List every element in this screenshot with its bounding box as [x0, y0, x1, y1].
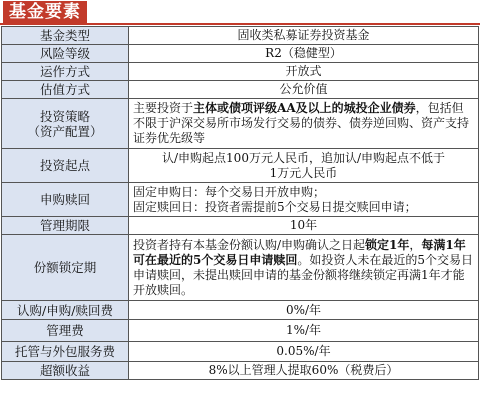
- lockup-text-highlight2: 每满1年可在最近的5个交易日申请赎回: [133, 237, 466, 267]
- strategy-text-a: 主要投资于: [133, 101, 194, 115]
- min-investment-value: [129, 149, 479, 183]
- fund-type-value: 固收类私募证券投资基金: [129, 27, 479, 45]
- strategy-label: [2, 99, 129, 149]
- table-row: [2, 81, 479, 99]
- mgmt-fee-value: 1%/年: [129, 320, 479, 342]
- table-row: [2, 27, 479, 45]
- table-row: [2, 217, 479, 235]
- min-investment-line1: 认/申购起点100万元人民币，追加认/申购起点不低于: [162, 150, 445, 165]
- custody-fee-label: 托管与外包服务费: [2, 342, 129, 362]
- strategy-label-line1: 投资策略: [39, 108, 90, 124]
- section-title: 基金要素: [3, 1, 87, 23]
- fund-elements-table: [1, 26, 479, 380]
- fees-label: 认购/申购/赎回费: [2, 301, 129, 320]
- strategy-value: [129, 99, 479, 149]
- table-row: [2, 45, 479, 63]
- lockup-text-e: 。如投资人未在最近的5个交易日申请赎回，未提出赎回申请的基金份额将继续锁定再满1年才能开放赎回。: [133, 252, 473, 297]
- fees-value: 0%/年: [129, 301, 479, 320]
- table-row: [2, 63, 479, 81]
- strategy-text-highlight: 主体或债项评级AA及以上的城投企业债券: [193, 101, 416, 115]
- lockup-label: 份额锁定期: [2, 235, 129, 301]
- duration-label: 管理期限: [2, 217, 129, 235]
- strategy-label-line2: （资产配置）: [27, 123, 103, 139]
- table-row: [2, 342, 479, 362]
- lockup-value: [129, 235, 479, 301]
- duration-value: 10年: [129, 217, 479, 235]
- table-row: [2, 362, 479, 380]
- valuation-label: 估值方式: [2, 81, 129, 99]
- header-rule: [0, 23, 480, 25]
- custody-fee-value: 0.05%/年: [129, 342, 479, 362]
- risk-level-value: R2（稳健型）: [129, 45, 479, 63]
- section-header: [0, 0, 480, 24]
- risk-level-label: 风险等级: [2, 45, 129, 63]
- subscription-value: [129, 183, 479, 217]
- table-row: [2, 235, 479, 301]
- subscription-line1: 固定申购日：每个交易日开放申购；: [133, 184, 326, 199]
- excess-return-label: 超额收益: [2, 362, 129, 380]
- excess-return-value: 8%以上管理人提取60%（税费后）: [129, 362, 479, 380]
- operation-label: 运作方式: [2, 63, 129, 81]
- subscription-line2: 固定赎回日：投资者需提前5个交易日提交赎回申请；: [133, 199, 417, 214]
- min-investment-label: 投资起点: [2, 149, 129, 183]
- table-row: [2, 183, 479, 217]
- table-row: [2, 149, 479, 183]
- subscription-label: 申购赎回: [2, 183, 129, 217]
- operation-value: 开放式: [129, 63, 479, 81]
- mgmt-fee-label: 管理费: [2, 320, 129, 342]
- table-row: [2, 301, 479, 320]
- strategy-text-c: ，包括但不限于沪深交易所市场发行交易的债券、债券逆回购、资产支持证券优先级等: [133, 101, 470, 145]
- valuation-value: 公允价值: [129, 81, 479, 99]
- lockup-text-c: ，: [409, 237, 422, 252]
- table-row: [2, 99, 479, 149]
- lockup-text-highlight1: 锁定1年: [365, 237, 410, 252]
- min-investment-line2: 1万元人民币: [269, 165, 338, 180]
- table-row: [2, 320, 479, 342]
- lockup-text-a: 投资者持有本基金份额认购/申购确认之日起: [133, 237, 366, 252]
- fund-type-label: 基金类型: [2, 27, 129, 45]
